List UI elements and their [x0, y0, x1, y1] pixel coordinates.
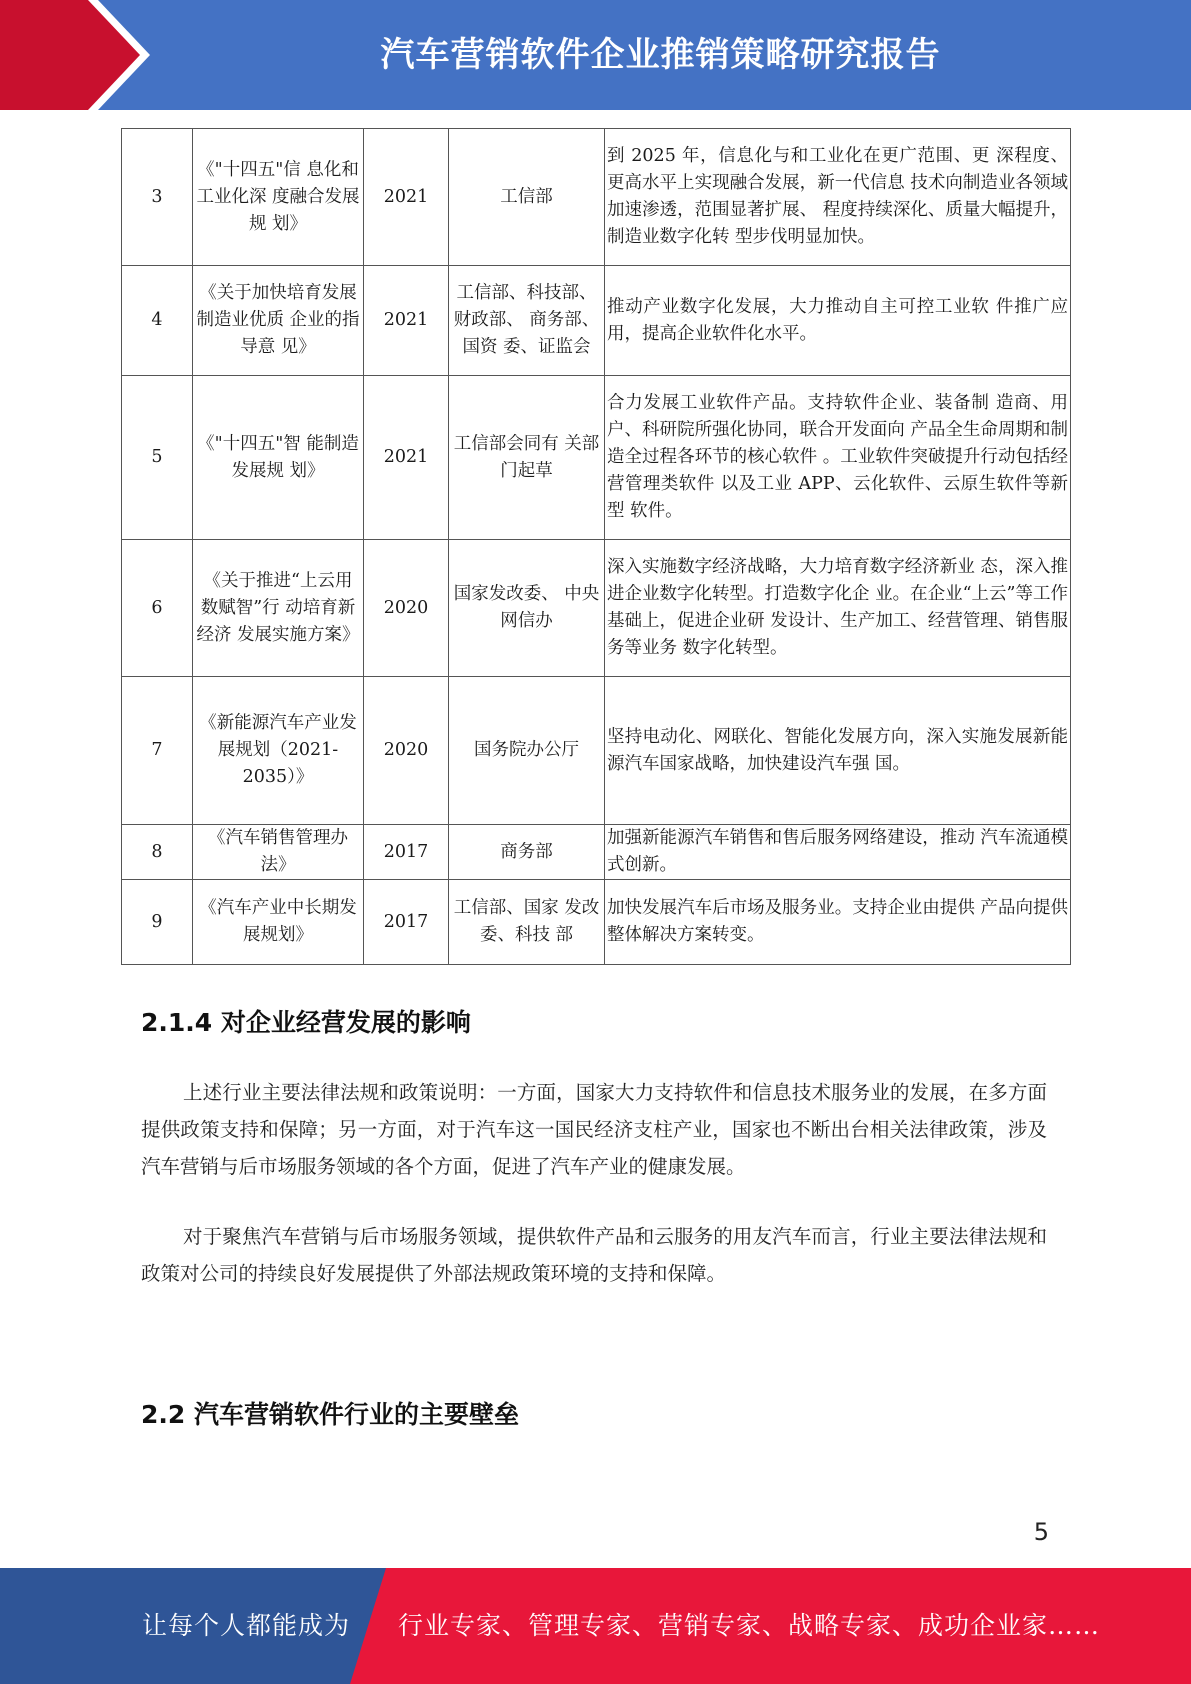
table-row [122, 825, 1071, 880]
page-header [0, 0, 1191, 110]
row-number: 8 [122, 825, 193, 880]
policy-year: 2017 [364, 880, 449, 965]
page-footer [0, 1568, 1191, 1684]
policy-title: 《"十四五"智 能制造发展规 划》 [193, 376, 364, 540]
footer-slogan: 让每个人都能成为 [142, 1611, 351, 1640]
policy-table [121, 128, 1071, 965]
issuing-department: 国家发改委、 中央网信办 [449, 540, 605, 677]
issuing-department: 工信部 [449, 129, 605, 266]
row-number: 7 [122, 677, 193, 825]
row-number: 5 [122, 376, 193, 540]
table-row [122, 266, 1071, 376]
paragraph-1: 上述行业主要法律法规和政策说明：一方面，国家大力支持软件和信息技术服务业的发展，在多方面提供政策支持和保障；另一方面，对于汽车这一国民经济支柱产业，国家也不断出台相关法律政策，涉及汽车营销与后市场服务领域的各个方面，促进了汽车产业的健康发展。 [141, 1081, 1047, 1178]
issuing-department: 工信部会同有 关部门起草 [449, 376, 605, 540]
section-heading-2-1-4: 2.1.4 对企业经营发展的影响 [141, 1008, 471, 1037]
report-title: 汽车营销软件企业推销策略研究报告 [380, 35, 941, 75]
policy-title: 《汽车产业中长期发展规划》 [193, 880, 364, 965]
policy-title: 《新能源汽车产业发展规划（2021-2035）》 [193, 677, 364, 825]
policy-year: 2021 [364, 266, 449, 376]
policy-description: 加快发展汽车后市场及服务业。支持企业由提供 产品向提供整体解决方案转变。 [605, 880, 1071, 965]
policy-title: 《关于加快培育发展制造业优质 企业的指导意 见》 [193, 266, 364, 376]
policy-title: 《汽车销售管理办法》 [193, 825, 364, 880]
row-number: 4 [122, 266, 193, 376]
table-row [122, 376, 1071, 540]
policy-description: 到 2025 年，信息化与和工业化在更广范围、更 深程度、更高水平上实现融合发展，新一代信息 技术向制造业各领域加速渗透，范围显著扩展、 程度持续深化、质量大幅提升，制造业数字化转 型步伐明显加快。 [605, 129, 1071, 266]
paragraph-2: 对于聚焦汽车营销与后市场服务领域，提供软件产品和云服务的用友汽车而言，行业主要法律法规和政策对公司的持续良好发展提供了外部法规政策环境的支持和保障。 [141, 1225, 1047, 1285]
policy-description: 推动产业数字化发展，大力推动自主可控工业软 件推广应用，提高企业软件化水平。 [605, 266, 1071, 376]
table-row [122, 880, 1071, 965]
policy-description: 坚持电动化、网联化、智能化发展方向，深入实施发展新能源汽车国家战略，加快建设汽车强 国。 [605, 677, 1071, 825]
row-number: 6 [122, 540, 193, 677]
row-number: 3 [122, 129, 193, 266]
table-row [122, 677, 1071, 825]
policy-year: 2017 [364, 825, 449, 880]
policy-year: 2021 [364, 376, 449, 540]
issuing-department: 国务院办公厅 [449, 677, 605, 825]
policy-title: 《"十四五"信 息化和工业化深 度融合发展规 划》 [193, 129, 364, 266]
policy-description: 深入实施数字经济战略，大力培育数字经济新业 态，深入推进企业数字化转型。打造数字化企 业。在企业“上云”等工作基础上，促进企业研 发设计、生产加工、经营管理、销售服务等业务 数字化转型。 [605, 540, 1071, 677]
policy-year: 2020 [364, 677, 449, 825]
footer-roles: 行业专家、管理专家、营销专家、战略专家、成功企业家…… [398, 1611, 1101, 1640]
policy-description: 加强新能源汽车销售和售后服务网络建设，推动 汽车流通模式创新。 [605, 825, 1071, 880]
table-row [122, 540, 1071, 677]
section-heading-2-2: 2.2 汽车营销软件行业的主要壁垒 [141, 1400, 519, 1429]
policy-title: 《关于推进“上云用数赋智”行 动培育新经济 发展实施方案》 [193, 540, 364, 677]
issuing-department: 工信部、国家 发改委、科技 部 [449, 880, 605, 965]
policy-description: 合力发展工业软件产品。支持软件企业、装备制 造商、用户、科研院所强化协同，联合开发面向 产品全生命周期和制造全过程各环节的核心软件 。工业软件突破提升行动包括经营管理类软件 以及工业 APP、云化软件、云原生软件等新型 软件。 [605, 376, 1071, 540]
policy-year: 2020 [364, 540, 449, 677]
row-number: 9 [122, 880, 193, 965]
page-number: 5 [1033, 1518, 1049, 1546]
table-row [122, 129, 1071, 266]
issuing-department: 工信部、科技部、财政部、 商务部、国资 委、证监会 [449, 266, 605, 376]
issuing-department: 商务部 [449, 825, 605, 880]
policy-year: 2021 [364, 129, 449, 266]
